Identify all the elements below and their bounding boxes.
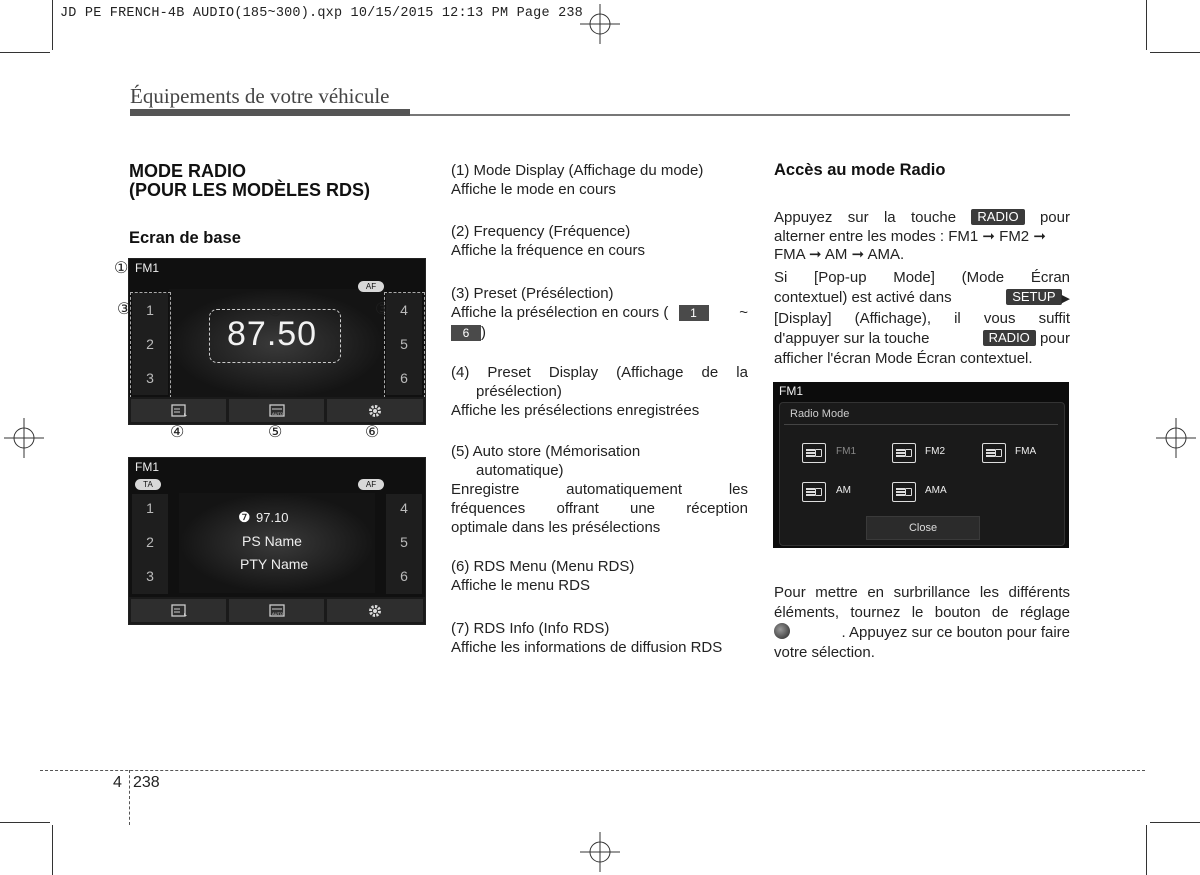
text-span: Appuyez sur la touche — [774, 209, 957, 226]
rds-menu-button[interactable] — [131, 599, 226, 622]
crop-mark — [1150, 822, 1200, 823]
item-title: (4) Preset Display (Affichage de la — [451, 364, 748, 381]
item-rds-info — [451, 619, 748, 657]
item-desc: Affiche le mode en cours — [451, 181, 616, 198]
footer-vertical-rule — [129, 770, 130, 825]
registration-mark-icon — [580, 832, 620, 872]
text-line: Pour mettre en surbrillance les différents — [774, 584, 1070, 601]
item-desc: fréquences offrant une réception — [451, 500, 748, 517]
rds-marker: ❼ — [238, 509, 251, 525]
preset-button[interactable]: 2 — [146, 336, 154, 352]
callout-1: ① — [114, 260, 129, 277]
callout-3: ③ — [375, 301, 390, 318]
item-title-cont: présélection) — [476, 383, 562, 400]
footer-rule — [40, 770, 1145, 771]
item-desc: Affiche la fréquence en cours — [451, 242, 646, 259]
popup-divider — [784, 424, 1058, 425]
page-number: 238 — [133, 774, 160, 791]
item-title: (2) Frequency (Fréquence) — [451, 223, 631, 240]
text-line — [774, 623, 1070, 643]
band-label: FM1 — [135, 460, 159, 474]
bottom-toolbar — [129, 397, 425, 424]
radio-list-icon — [171, 603, 189, 619]
frequency-display: 87.50 — [227, 315, 318, 353]
gear-icon — [367, 603, 383, 619]
item-title: (6) RDS Menu (Menu RDS) — [451, 558, 635, 575]
auto-store-button[interactable] — [229, 599, 324, 622]
pty-name: PTY Name — [240, 556, 309, 572]
item-desc: Affiche les informations de diffusion RDS — [451, 639, 723, 656]
preset-key-6: 6 — [451, 325, 481, 341]
text-line: votre sélection. — [774, 644, 875, 661]
item-desc — [451, 303, 748, 323]
item-title: (1) Mode Display (Affichage du mode) — [451, 162, 704, 179]
rds-menu-button[interactable] — [131, 399, 226, 422]
text-span: pour — [1039, 209, 1070, 226]
header-rule-accent — [130, 109, 410, 116]
text-span: pour — [1039, 330, 1070, 347]
tilde: ~ — [739, 304, 748, 321]
item-mode-display — [451, 161, 748, 199]
tune-knob-icon — [774, 623, 790, 639]
registration-mark-icon — [580, 4, 620, 44]
popup-panel — [779, 402, 1065, 546]
text-line: afficher l'écran Mode Écran contextuel. — [774, 350, 1033, 367]
registration-mark-icon — [4, 418, 44, 458]
arrow-icon: ▶ — [1061, 293, 1070, 305]
auto-store-icon — [268, 403, 286, 419]
popup-title: Radio Mode — [790, 408, 850, 420]
text-line: éléments, tournez le bouton de réglage — [774, 604, 1070, 621]
crop-mark — [1146, 825, 1147, 875]
item-title: (3) Preset (Présélection) — [451, 285, 614, 302]
item-title: (7) RDS Info (Info RDS) — [451, 620, 610, 637]
mode-option-fm2[interactable]: FM2 — [925, 446, 945, 457]
radio-icon — [892, 443, 916, 463]
item-title-cont: automatique) — [476, 462, 564, 479]
item-title: (5) Auto store (Mémorisation — [451, 443, 641, 460]
preset-button[interactable]: 2 — [146, 534, 154, 550]
preset-button[interactable]: 4 — [400, 500, 408, 516]
radio-key: RADIO — [983, 330, 1036, 346]
auto-store-button[interactable] — [229, 399, 324, 422]
preset-button[interactable]: 1 — [146, 302, 154, 318]
radio-key: RADIO — [971, 209, 1024, 225]
preset-button[interactable]: 6 — [400, 370, 408, 386]
print-slug: JD PE FRENCH-4B AUDIO(185~300).qxp 10/15/2015 12:13 PM Page 238 — [60, 6, 583, 21]
item-desc-line — [451, 323, 748, 342]
mode-option-am[interactable]: AM — [836, 485, 851, 496]
crop-mark — [0, 822, 50, 823]
access-paragraph-1 — [774, 209, 1070, 265]
item-preset-display — [451, 363, 748, 420]
item-desc: Affiche les présélections enregistrées — [451, 402, 700, 419]
callout-3: ③ — [117, 301, 132, 318]
crop-mark — [52, 0, 53, 50]
band-label: FM1 — [779, 384, 803, 398]
radio-mode-popup-screen — [773, 382, 1069, 548]
preset-button[interactable]: 3 — [146, 568, 154, 584]
item-rds-menu — [451, 557, 748, 595]
section-title-line: MODE RADIO — [129, 161, 246, 181]
access-title: Accès au mode Radio — [774, 161, 946, 179]
radio-list-icon — [171, 403, 189, 419]
text-line: alterner entre les modes : FM1 ➞ FM2 ➞ — [774, 227, 1046, 245]
af-badge: AF — [358, 479, 384, 490]
text-line: FMA ➞ AM ➞ AMA. — [774, 246, 905, 263]
radio-icon — [892, 482, 916, 502]
radio-screen-basic — [128, 258, 426, 425]
band-label: FM1 — [135, 261, 159, 275]
item-desc: Affiche le menu RDS — [451, 577, 590, 594]
crop-mark — [52, 825, 53, 875]
callout-5: ⑤ — [268, 424, 283, 441]
bottom-toolbar — [129, 597, 425, 624]
registration-mark-icon — [1156, 418, 1196, 458]
text-line: [Display] (Affichage), il vous suffit — [774, 310, 1070, 327]
close-paren: ) — [481, 324, 486, 341]
settings-button[interactable] — [327, 399, 423, 422]
callout-4: ④ — [170, 424, 185, 441]
preset-button[interactable]: 1 — [146, 500, 154, 516]
chapter-number: 4 — [113, 774, 122, 791]
section-title — [129, 162, 370, 200]
mode-option-ama[interactable]: AMA — [925, 485, 947, 496]
preset-button[interactable]: 6 — [400, 568, 408, 584]
preset-button[interactable]: 4 — [400, 302, 408, 318]
item-desc-text: Affiche la présélection en cours ( — [451, 304, 669, 321]
mode-option-fm1[interactable]: FM1 — [836, 446, 856, 457]
af-badge: AF — [358, 281, 384, 292]
item-auto-store — [451, 442, 748, 537]
preset-button[interactable]: 5 — [400, 336, 408, 352]
access-paragraph-2 — [774, 268, 1070, 369]
text-line — [774, 329, 1070, 349]
preset-key-1: 1 — [679, 305, 709, 321]
radio-icon — [802, 482, 826, 502]
text-span: . Appuyez sur ce bouton pour faire — [841, 624, 1070, 641]
text-line: Si [Pop-up Mode] (Mode Écran — [774, 269, 1070, 286]
crop-mark — [1150, 52, 1200, 53]
svg-text:AUTO: AUTO — [272, 611, 284, 616]
preset-button[interactable]: 3 — [146, 370, 154, 386]
item-desc: Enregistre automatiquement les — [451, 481, 748, 498]
rds-frequency: 97.10 — [256, 510, 289, 525]
item-desc: optimale dans les présélections — [451, 519, 661, 536]
text-line — [774, 209, 1070, 228]
callout-6: ⑥ — [365, 424, 380, 441]
chapter-title: Équipements de votre véhicule — [130, 84, 390, 108]
access-paragraph-3 — [774, 583, 1070, 663]
ps-name: PS Name — [242, 533, 302, 549]
svg-text:AUTO: AUTO — [272, 411, 284, 416]
text-line — [774, 288, 1070, 309]
callout-2: ② — [268, 303, 283, 320]
item-preset — [451, 284, 748, 342]
mode-option-fma[interactable]: FMA — [1015, 446, 1037, 457]
crop-mark — [0, 52, 50, 53]
close-button[interactable]: Close — [866, 516, 980, 540]
radio-icon — [982, 443, 1006, 463]
preset-button[interactable]: 5 — [400, 534, 408, 550]
item-frequency — [451, 222, 748, 260]
section-title-line: (POUR LES MODÈLES RDS) — [129, 180, 371, 200]
radio-icon — [802, 443, 826, 463]
subsection-title: Ecran de base — [129, 229, 241, 247]
gear-icon — [367, 403, 383, 419]
setup-key: SETUP — [1006, 289, 1061, 305]
text-span: d'appuyer sur la touche — [774, 330, 930, 347]
radio-screen-rds — [128, 457, 426, 625]
crop-mark — [1146, 0, 1147, 50]
text-span: contextuel) est activé dans — [774, 289, 952, 306]
ta-badge: TA — [135, 479, 161, 490]
auto-store-icon — [268, 603, 286, 619]
settings-button[interactable] — [327, 599, 423, 622]
